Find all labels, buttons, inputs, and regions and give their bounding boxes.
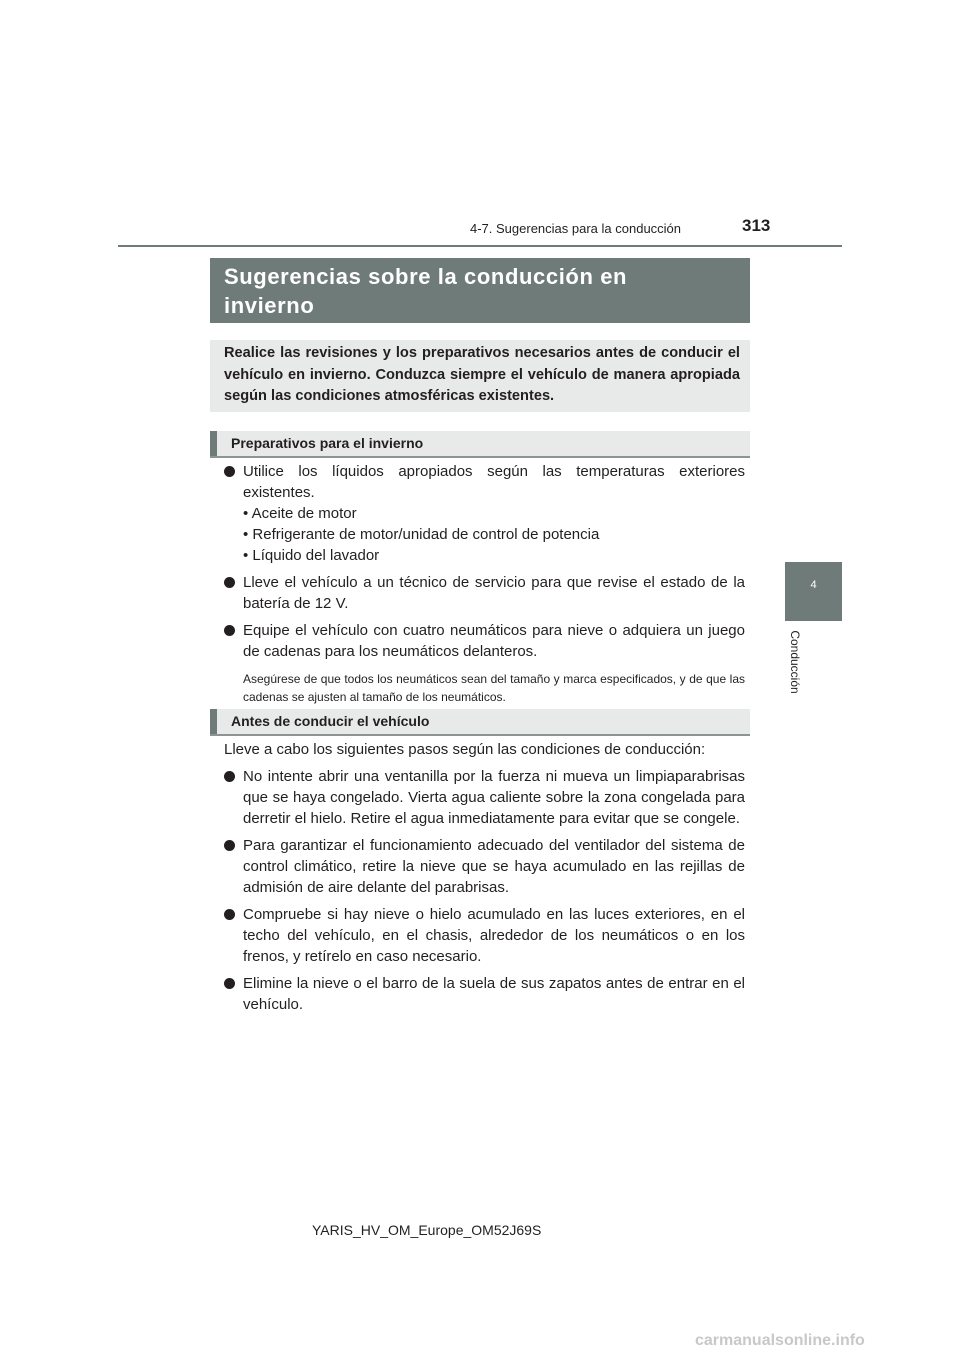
bullet-icon [224,978,235,989]
bullet-icon [224,840,235,851]
chapter-tab [785,562,842,621]
chapter-label: Conducción [788,630,802,694]
sub-item-washer-fluid: • Líquido del lavador [243,547,380,564]
header-section-title: 4-7. Sugerencias para la conducción [470,221,682,236]
sub-item-engine-oil: • Aceite de motor [243,505,357,522]
bullet-icon [224,771,235,782]
page-title-line-1: Sugerencias sobre la conducción en [224,264,628,289]
watermark: carmanualsonline.info [695,1332,865,1349]
list-item: Utilice los líquidos apropiados según las temperaturas exteriores existentes. [224,461,745,503]
bullet-icon [224,466,235,477]
tire-note: Asegúrese de que todos los neumáticos sean del tamaño y marca especificados, y de que las cadenas se ajusten al tamaño de los neumáticos. [243,672,745,704]
header-divider [118,245,842,247]
bullet-icon [224,909,235,920]
bullet-icon [224,577,235,588]
section-winter-prep-body [224,461,745,706]
section-before-driving-body [224,739,745,1015]
document-footer-id: YARIS_HV_OM_Europe_OM52J69S [312,1222,542,1238]
chapter-number: 4 [810,579,817,591]
list-item: Para garantizar el funcionamiento adecuado del ventilador del sistema de control climático, retire la nieve que se haya acumulado en las rejillas de admisión de aire delante del parabrisas. [224,835,745,898]
intro-summary: Realice las revisiones y los preparativos necesarios antes de conducir el vehículo en invierno. Conduzca siempre el vehículo de manera apropiada según las condiciones atmosféricas existentes. [210,340,750,412]
list-item: Elimine la nieve o el barro de la suela de sus zapatos antes de entrar en el vehículo. [224,973,745,1015]
page-number: 313 [742,216,771,235]
list-item: Compruebe si hay nieve o hielo acumulado en las luces exteriores, en el techo del vehículo, en el chasis, alrededor de los neumáticos o en los frenos, y retírelo en caso necesario. [224,904,745,967]
section-heading-before-driving: Antes de conducir el vehículo [210,709,750,734]
list-item: Lleve el vehículo a un técnico de servicio para que revise el estado de la batería de 12 V. [224,572,745,614]
bullet-icon [224,625,235,636]
section-lead-text: Lleve a cabo los siguientes pasos según las condiciones de conducción: [224,741,706,758]
sub-item-coolant: • Refrigerante de motor/unidad de control de potencia [243,526,600,543]
list-item: Equipe el vehículo con cuatro neumáticos para nieve o adquiera un juego de cadenas para los neumáticos delanteros. [224,620,745,662]
page-title-line-2: invierno [224,293,315,318]
list-item: No intente abrir una ventanilla por la fuerza ni mueva un limpiaparabrisas que se haya congelado. Vierta agua caliente sobre la zona congelada para derretir el hielo. Retire el agua inmediatamente para evitar que se congele. [224,766,745,829]
page-title [210,258,750,323]
section-heading-winter-prep: Preparativos para el invierno [210,431,750,456]
